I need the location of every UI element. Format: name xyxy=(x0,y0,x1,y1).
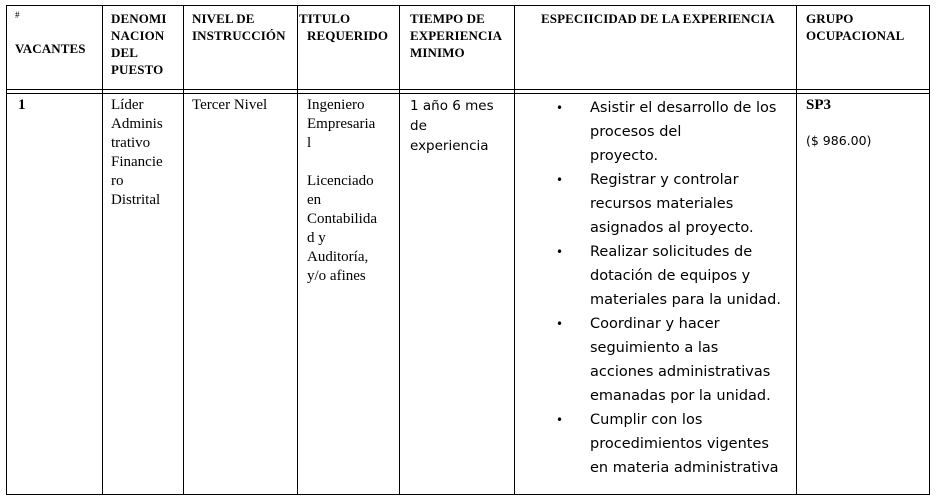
column-border xyxy=(796,5,797,495)
column-border xyxy=(183,5,184,495)
duty-text: Asistir el desarrollo de los procesos del proyecto. xyxy=(590,100,777,164)
list-item xyxy=(556,240,794,312)
bullet-icon: • xyxy=(556,413,564,427)
header-vacantes xyxy=(15,10,101,57)
duty-text: Cumplir con los procedimientos vigentes en materia administrativa xyxy=(590,412,779,476)
header-divider-second xyxy=(6,93,930,94)
column-border xyxy=(297,5,298,495)
list-item xyxy=(556,96,794,168)
duties-list xyxy=(556,96,794,480)
header-number-mark: # xyxy=(15,10,20,20)
header-titulo-label: TITULO REQUERIDO xyxy=(299,11,389,43)
header-nivel xyxy=(192,10,296,44)
titulo-value: Ingeniero Empresaria l Licenciado en Contabilida d y Auditoría, y/o afines xyxy=(307,97,377,284)
header-grupo xyxy=(806,10,928,44)
list-item xyxy=(556,408,794,480)
denominacion-value: Líder Adminis trativo Financie ro Distrital xyxy=(111,97,163,208)
duty-text: Coordinar y hacer seguimiento a las acciones administrativas emanadas por la unidad. xyxy=(590,316,771,404)
nivel-value: Tercer Nivel xyxy=(192,97,268,113)
column-border xyxy=(399,5,400,495)
header-titulo xyxy=(299,10,397,44)
bullet-icon: • xyxy=(556,101,564,115)
bullet-icon: • xyxy=(556,245,564,259)
duty-text: Registrar y controlar recursos materiales asignados al proyecto. xyxy=(590,172,754,236)
header-grupo-label: GRUPO OCUPACIONAL xyxy=(806,11,905,43)
column-border xyxy=(929,5,930,495)
list-item xyxy=(556,312,794,408)
grupo-code: SP3 xyxy=(806,97,832,113)
grupo-salary: ($ 986.00) xyxy=(806,133,872,148)
header-tiempo-label: TIEMPO DE EXPERIENCIA MINIMO xyxy=(410,11,503,60)
duties-cell xyxy=(556,96,794,480)
header-especificidad xyxy=(541,10,795,27)
column-border xyxy=(102,5,103,495)
bullet-icon: • xyxy=(556,173,564,187)
column-border xyxy=(514,5,515,495)
header-nivel-label: NIVEL DE INSTRUCCIÓN xyxy=(192,11,286,43)
header-denominacion xyxy=(111,10,181,78)
header-divider xyxy=(6,89,930,90)
duty-text: Realizar solicitudes de dotación de equipos y materiales para la unidad. xyxy=(590,244,781,308)
vacantes-count: 1 xyxy=(18,97,26,113)
header-vacantes-label: VACANTES xyxy=(15,41,86,56)
column-border xyxy=(6,5,7,495)
table-border-bottom xyxy=(6,494,930,495)
bullet-icon: • xyxy=(556,317,564,331)
header-tiempo xyxy=(410,10,513,61)
table-border-top xyxy=(6,5,930,6)
header-especificidad-label: ESPECIICIDAD DE LA EXPERIENCIA xyxy=(541,11,775,26)
tiempo-value: 1 año 6 mes de experiencia xyxy=(410,98,494,154)
header-denominacion-label: DENOMI NACION DEL PUESTO xyxy=(111,11,167,77)
list-item xyxy=(556,168,794,240)
